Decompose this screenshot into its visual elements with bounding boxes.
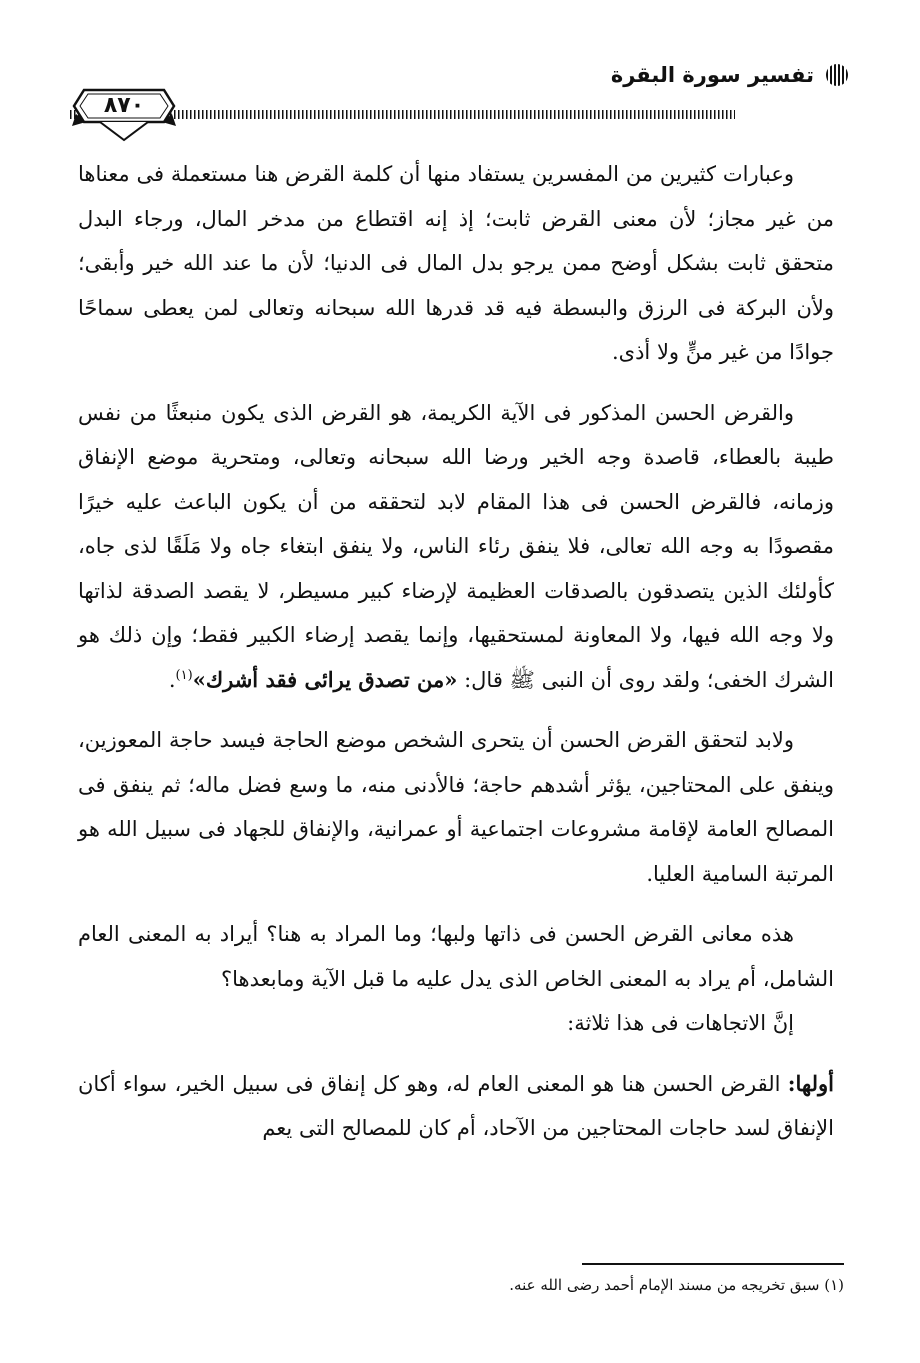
body-text (78, 152, 834, 1151)
hadith-quote: «من تصدق يرائى فقد أشرك» (192, 666, 458, 692)
running-title (90, 62, 850, 88)
paragraph-4: هذه معانى القرض الحسن فى ذاتها ولبها؛ وما المراد به هنا؟ أيراد به المعنى العام الشامل، أم يراد به المعنى الخاص الذى يدل عليه ما قبل الآية ومابعدها؟ (78, 922, 834, 991)
page-header (70, 48, 850, 148)
footnote-rule (582, 1263, 844, 1265)
running-title-text: تفسير سورة البقرة (610, 63, 814, 87)
page-number-badge (70, 84, 178, 144)
page-number: ٨٧٠ (103, 93, 145, 118)
footnote: (١) سبق تخريجه من مسند الإمام أحمد رضى الله عنه. (509, 1276, 844, 1294)
footnote-ref[interactable]: (١) (175, 667, 193, 683)
paragraph-2 (78, 391, 834, 703)
paragraph-5: إنَّ الاتجاهات فى هذا ثلاثة: (567, 1011, 794, 1035)
ornament-icon (824, 62, 850, 88)
paragraph-2-text: والقرض الحسن المذكور فى الآية الكريمة، هو القرض الذى يكون منبعثًا من نفس طيبة بالعطاء، قاصدة وجه الخير ورضا الله سبحانه وتعالى، ومتحرية موضع الإنفاق وزمانه، فالقرض الحسن فى هذا المقام لابد لتحققه من أن يكون الباعث عليه خيرًا مقصودًا به وجه الله تعالى، فلا ينفق رئاء الناس، ولا ينفق ابتغاء جاه ولا مَلَقًا لذى جاه، كأولئك الذين يتصدقون بالصدقات العظيمة لإرضاء كبير مسيطر، لا يقصد الصدقة لذاتها ولا وجه الله فيها، ولا المعاونة لمستحقيها، وإنما يقصد إرضاء الكبير فقط؛ وإن ذلك هو الشرك الخفى؛ ولقد روى أن النبى ﷺ قال: (78, 400, 834, 692)
paragraph-1: وعبارات كثيرين من المفسرين يستفاد منها أن كلمة القرض هنا مستعملة فى معناها من غير مجاز؛ لأن معنى القرض ثابت؛ إذ إنه اقتطاع من مدخر المال، ورجاء البدل متحقق ثابت بشكل أوضح ممن يرجو بدل المال فى الدنيا؛ لأن ما عند الله خير وأبقى؛ ولأن البركة فى الرزق والبسطة فيه قد قدرها الله سبحانه وتعالى لمن يعطى سماحًا جوادًا من غير منٍّ ولا أذى. (78, 162, 834, 364)
paragraph-3: ولابد لتحقق القرض الحسن أن يتحرى الشخص موضع الحاجة فيسد حاجة المعوزين، وينفق على المحتاجين، يؤثر أشدهم حاجة؛ فالأدنى منه، ما وسع فضل ماله؛ ثم ينفق فى المصالح العامة لإقامة مشروعات اجتماعية أو عمرانية، والإنفاق للجهاد فى سبيل الله هو المرتبة السامية العليا. (78, 728, 834, 886)
paragraph-6 (78, 1062, 834, 1151)
paragraph-6-text: القرض الحسن هنا هو المعنى العام له، وهو كل إنفاق فى سبيل الخير، سواء أكان الإنفاق لسد حاجات المحتاجين من الآحاد، أم كان للمصالح التى يعم (78, 1071, 834, 1140)
paragraph-6-lead: أولها: (787, 1070, 834, 1096)
paragraph-2-end: . (168, 667, 176, 692)
